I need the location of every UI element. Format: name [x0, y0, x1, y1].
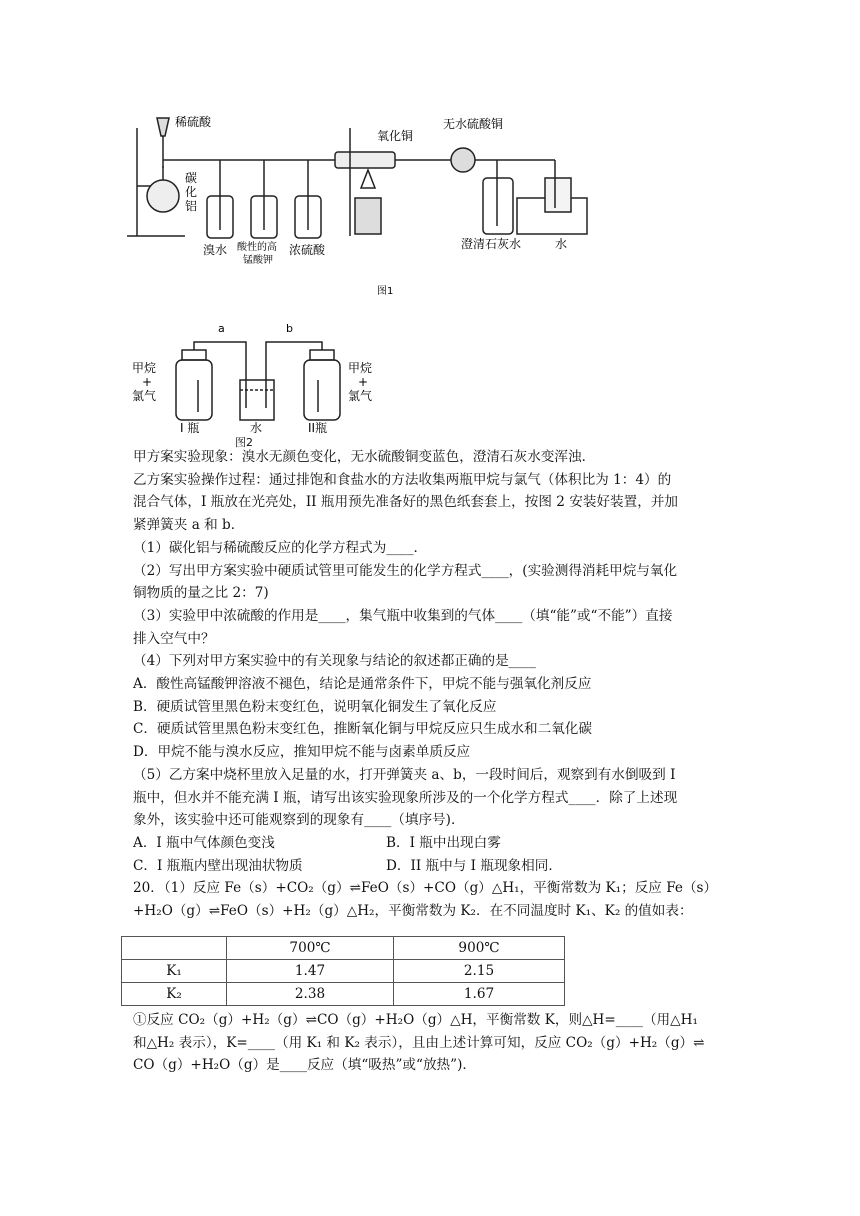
text-line: 混合气体，I 瓶放在光亮处，II 瓶用预先准备好的黑色纸套套上，按图 2 安装好装置，并加 — [133, 494, 679, 511]
label-al-carbide-2: 化 — [185, 185, 198, 199]
q20-line-2: +H₂O（g）⇌FeO（s）+H₂（g）△H₂，平衡常数为 K₂．在不同温度时 K₁、K₂ 的值如表： — [133, 903, 693, 920]
text-line: （4）下列对甲方案实验中的有关现象与结论的叙述都正确的是____ — [133, 653, 536, 670]
label-anhydrous-cuso4: 无水硫酸铜 — [443, 117, 504, 131]
table-cell: K₂ — [122, 983, 227, 1006]
option-d: D．II 瓶中与 I 瓶现象相同． — [386, 857, 562, 874]
text-line: A．酸性高锰酸钾溶液不褪色，结论是通常条件下，甲烷不能与强氧化剂反应 — [133, 676, 592, 693]
option-b: B．I 瓶中出现白雾 — [386, 834, 501, 851]
table-cell: 1.47 — [227, 960, 394, 983]
label-limewater: 澄清石灰水 — [461, 237, 522, 251]
equilibrium-constant-table — [121, 936, 565, 1006]
text-line: C．硬质试管里黑色粉末变红色，推断氧化铜与甲烷反应只生成水和二氧化碳 — [133, 721, 592, 738]
clip-b-label: b — [286, 322, 293, 335]
label-water: 水 — [555, 237, 568, 251]
figure-2-caption: 图2 — [235, 436, 253, 449]
figure-1-apparatus — [125, 108, 595, 303]
label-conc-h2so4: 浓硫酸 — [289, 243, 326, 257]
text-line: 紧弹簧夹 a 和 b． — [133, 517, 245, 534]
text-line: （3）实验甲中浓硫酸的作用是____，集气瓶中收集到的气体____（填“能”或“不能”）直接 — [133, 607, 673, 624]
label-kmno4-1: 酸性的高 — [237, 242, 277, 253]
table-row — [122, 960, 565, 983]
text-line: 象外，该实验中还可能观察到的现象有____（填序号)． — [133, 812, 465, 829]
text-line: 和△H₂ 表示），K=____（用 K₁ 和 K₂ 表示），且由上述计算可知，反应 CO₂（g）+H₂（g）⇌ — [133, 1034, 705, 1051]
bottle-2-label: II瓶 — [308, 421, 328, 434]
options-row — [133, 832, 743, 855]
left-gas-label-2: + — [142, 375, 153, 389]
left-gas-label-3: 氯气 — [132, 389, 157, 403]
table-cell: 1.67 — [394, 983, 565, 1006]
text-line: 瓶中，但水并不能充满 I 瓶，请写出该实验现象所涉及的一个化学方程式____．除了上述现 — [133, 789, 678, 806]
question-text — [133, 446, 743, 923]
right-gas-label-1: 甲烷 — [348, 361, 373, 375]
label-kmno4-2: 锰酸钾 — [243, 255, 273, 266]
options-row — [133, 855, 743, 878]
q20-line-1: 20．（1）反应 Fe（s）+CO₂（g）⇌FeO（s）+CO（g）△H₁，平衡常数为 K₁；反应 Fe（s） — [133, 880, 718, 897]
text-line: ①反应 CO₂（g）+H₂（g）⇌CO（g）+H₂O（g）△H，平衡常数 K，则△H=____（用△H₁ — [133, 1012, 698, 1028]
table-cell: K₁ — [122, 960, 227, 983]
table-header-row — [122, 937, 565, 960]
label-cuo: 氧化铜 — [377, 129, 414, 143]
text-line: 甲方案实验现象：溴水无颜色变化，无水硫酸铜变蓝色，澄清石灰水变浑浊． — [133, 449, 596, 465]
table-header-cell — [122, 937, 227, 960]
table-row — [122, 983, 565, 1006]
right-gas-label-3: 氯气 — [348, 389, 373, 403]
text-line: 乙方案实验操作过程：通过排饱和食盐水的方法收集两瓶甲烷与氯气（体积比为 1：4）的 — [133, 471, 672, 488]
text-line: CO（g）+H₂O（g）是____反应（填“吸热”或“放热”)． — [133, 1057, 476, 1074]
water-label: 水 — [250, 421, 263, 434]
label-al-carbide-3: 铝 — [185, 199, 198, 213]
table-cell: 2.38 — [227, 983, 394, 1006]
figure-1-caption: 图1 — [377, 286, 394, 297]
label-bromine-water: 溴水 — [203, 243, 228, 257]
text-line: 铜物质的量之比 2：7) — [133, 585, 269, 602]
clip-a-label: a — [218, 322, 225, 335]
table-header-cell: 900℃ — [394, 937, 565, 960]
text-line: （5）乙方案中烧杯里放入足量的水，打开弹簧夹 a、b，一段时间后，观察到有水倒吸到 I — [133, 766, 676, 783]
table-header-cell: 700℃ — [227, 937, 394, 960]
right-gas-label-2: + — [358, 375, 369, 389]
text-line: D．甲烷不能与溴水反应，推知甲烷不能与卤素单质反应 — [133, 744, 471, 761]
text-line: 排入空气中？ — [133, 630, 215, 647]
option-c: C．I 瓶瓶内壁出现油状物质 — [133, 857, 303, 874]
text-line: （1）碳化铝与稀硫酸反应的化学方程式为____． — [133, 539, 428, 556]
bottle-1-label: I 瓶 — [180, 421, 200, 434]
text-line: （2）写出甲方案实验中硬质试管里可能发生的化学方程式____，(实验测得消耗甲烷与氧化 — [133, 562, 678, 579]
question-20-part-1 — [133, 1009, 743, 1077]
label-dilute-h2so4: 稀硫酸 — [175, 115, 212, 129]
table-cell: 2.15 — [394, 960, 565, 983]
option-a: A．I 瓶中气体颜色变浅 — [133, 834, 275, 851]
figure-2-apparatus — [128, 320, 388, 434]
text-line: B．硬质试管里黑色粉末变红色，说明氧化铜发生了氧化反应 — [133, 698, 497, 715]
left-gas-label-1: 甲烷 — [132, 361, 157, 375]
label-al-carbide-1: 碳 — [185, 171, 198, 185]
